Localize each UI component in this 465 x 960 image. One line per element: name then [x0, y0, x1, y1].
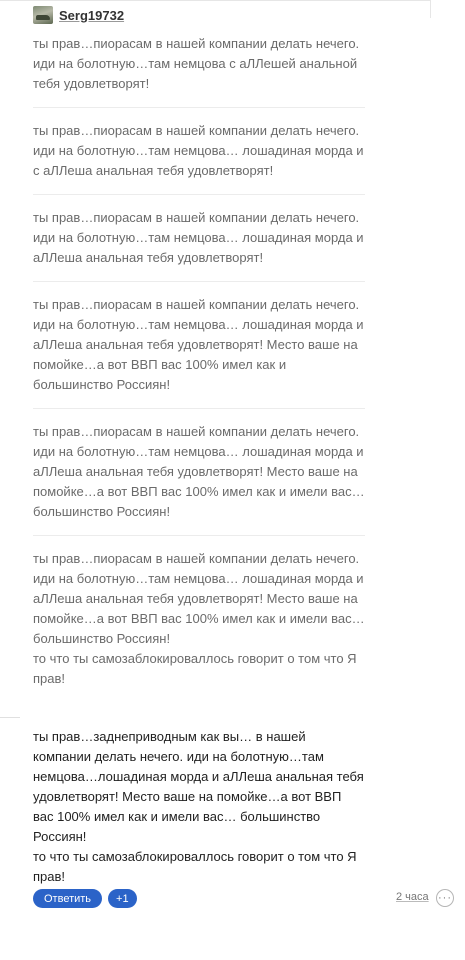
edit-history [33, 34, 365, 702]
top-divider-edge [430, 0, 431, 18]
reply-button[interactable]: Ответить [33, 889, 102, 908]
current-comment-text: ты прав…заднеприводным как вы… в нашей компании делать нечего. иди на болотную…там немцова…лошадиная морда и аЛЛеша анальная тебя удовлетворят! Место ваше на помойке…а вот ВВП вас 100% имел как и имели вас… большинство Россиян! то что ты самозаблокироваллось говорит о том что Я прав! [33, 729, 364, 884]
edit-version-1: ты прав…пиорасам в нашей компании делать нечего. иди на болотную…там немцова с аЛЛешей анальной тебя удовлетворят! [33, 34, 365, 108]
author-username[interactable]: Serg19732 [59, 7, 125, 23]
section-divider [0, 717, 20, 718]
edit-version-3: ты прав…пиорасам в нашей компании делать нечего. иди на болотную…там немцова… лошадиная морда и аЛЛеша анальная тебя удовлетворят! [33, 208, 365, 282]
edit-version-4: ты прав…пиорасам в нашей компании делать нечего. иди на болотную…там немцова… лошадиная морда и аЛЛеша анальная тебя удовлетворят! Место ваше на помойке…а вот ВВП вас 100% имел как и большинство Россиян! [33, 295, 365, 409]
comment-actions [33, 889, 137, 908]
plus-one-button[interactable]: +1 [108, 889, 137, 908]
more-options-icon[interactable]: ··· [436, 889, 454, 907]
top-divider [0, 0, 430, 1]
comment-header [33, 4, 124, 26]
comment-timestamp[interactable]: 2 часа [396, 891, 429, 903]
edit-version-2: ты прав…пиорасам в нашей компании делать нечего. иди на болотную…там немцова… лошадиная морда и с аЛЛеша анальная тебя удовлетворят! [33, 121, 365, 195]
edit-version-6: ты прав…пиорасам в нашей компании делать нечего. иди на болотную…там немцова… лошадиная морда и аЛЛеша анальная тебя удовлетворят! Место ваше на помойке…а вот ВВП вас 100% имел как и имели вас… большинство Россиян! то что ты самозаблокироваллось говорит о том что Я прав! [33, 551, 365, 686]
edit-version-5: ты прав…пиорасам в нашей компании делать нечего. иди на болотную…там немцова… лошадиная морда и аЛЛеша анальная тебя удовлетворят! Место ваше на помойке…а вот ВВП вас 100% имел как и имели вас… большинство Россиян! [33, 422, 365, 536]
avatar[interactable] [33, 6, 53, 24]
